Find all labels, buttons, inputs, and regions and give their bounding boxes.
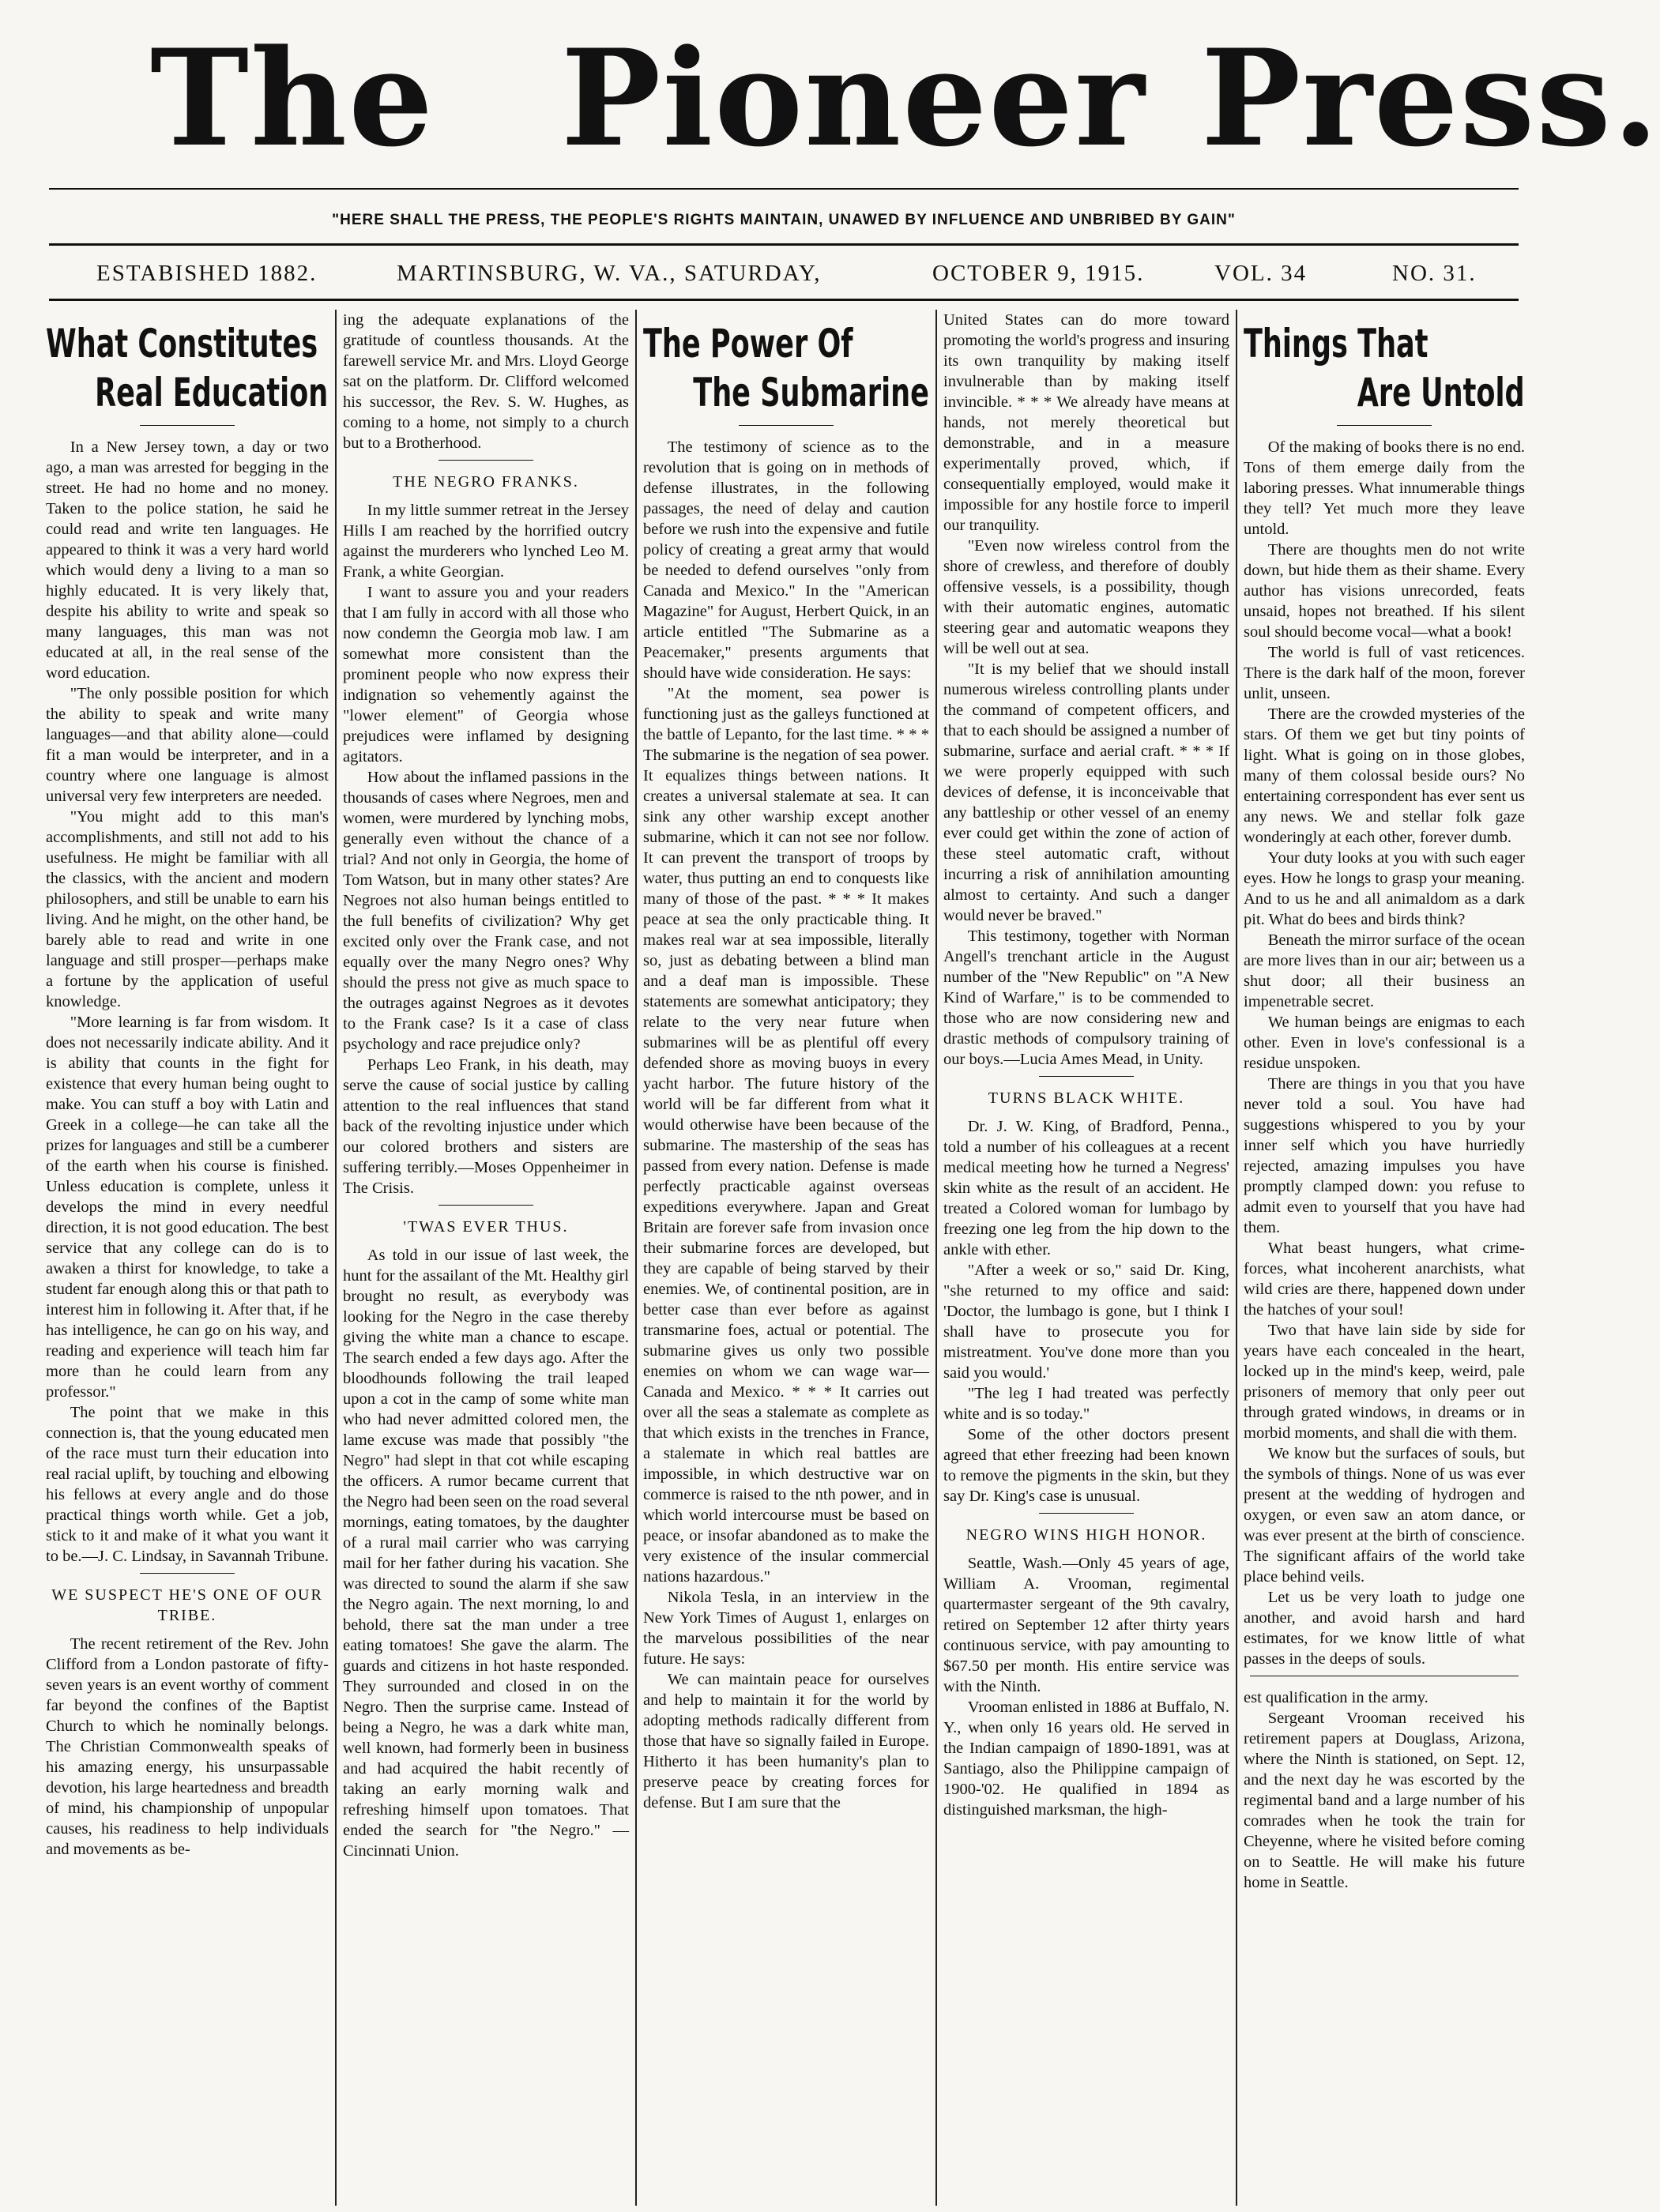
subheading: THE NEGRO FRANKS. <box>393 473 579 491</box>
divider <box>140 1573 235 1574</box>
divider <box>140 425 235 426</box>
paragraph: Vrooman enlisted in 1886 at Buffalo, N. Y., when only 16 years old. He served in the Indian campaign of 1890-1891, was at Santiago, also the Philippine campaign of 1900-'02. He qualified in 1894 as distinguished marksman, the high- <box>943 1698 1229 1819</box>
paragraph: "It is my belief that we should install numerous wireless controlling plants under the command of competent officers, and that to each should be assigned a number of submarine, surface and aerial craft. * * * If we were properly equipped with such devices of defense, it is inconceivable that any battleship or other vessel of an enemy ever could get within the zone of action of these steel automatic craft, without incurring a risk of annihilation amounting almost to certainty. And such a danger would never be braved." <box>943 660 1229 924</box>
place-and-day: MARTINSBURG, W. VA., SATURDAY, <box>397 261 822 286</box>
column-rule <box>1236 310 1237 2206</box>
subheading: NEGRO WINS HIGH HONOR. <box>966 1526 1207 1544</box>
divider <box>1039 1513 1134 1514</box>
paragraph: The point that we make in this connection is, that the young educated men of the race must turn their education into real racial uplift, by touching and elbowing his fellows at every angle and do those practical things worth while. Get a job, stick to it and make of it what you want it to be.—J. C. Lindsay, in Savannah Tribune. <box>46 1404 329 1565</box>
subheading: 'TWAS EVER THUS. <box>403 1218 569 1236</box>
paragraph: Some of the other doctors present agreed that ether freezing had been known to remove the pigments in the skin, but they say Dr. King's case is unusual. <box>943 1426 1229 1505</box>
paragraph: We can maintain peace for ourselves and help to maintain it for the world by adopting methods radically different from those that have so signally failed in Europe. Hitherto it has been humanity's plan to preserve peace by creating forces for defense. But I am sure that the <box>643 1671 929 1811</box>
paragraph: We know but the surfaces of souls, but the symbols of things. None of us was ever present at the wedding of hydrogen and oxygen, or even saw an atom dance, or was ever present at the birth of conscience. The significant affairs of the world take place behind veils. <box>1244 1445 1525 1586</box>
paragraph: In a New Jersey town, a day or two ago, a man was arrested for begging in the street. He had no home and no money. Taken to the police station, he said he could read and write ten languages. He appeared to think it was a very hard world which would deny a living to a man so highly educated. It is very likely that, despite his ability to write and speak so many languages, this man was not educated at all, in the real sense of the word education. <box>46 438 329 682</box>
paragraph: The recent retirement of the Rev. John Clifford from a London pastorate of fifty-seven years is an event worthy of comment far beyond the confines of the Baptist Church to which he nominally belongs. The Christian Commonwealth speaks of his amazing energy, his unsurpassable devotion, his large heartedness and breadth of mind, his championship of unpopular causes, his readiness to help individuals and movements as be- <box>46 1635 329 1858</box>
paragraph: est qualification in the army. <box>1244 1689 1429 1706</box>
column-2 <box>343 310 629 2206</box>
paragraph: Nikola Tesla, in an interview in the New York Times of August 1, enlarges on the marvelous possibilities of the near future. He says: <box>643 1589 929 1668</box>
paragraph: As told in our issue of last week, the hunt for the assailant of the Mt. Healthy girl brought no result, as everybody was looking for the Negro in the case thereby giving the white man a chance to escape. The search ended a few days ago. After the bloodhounds following the trail leaped upon a cot in the camp of some white man who had never admitted colored men, the lame excuse was made that possibly "the Negro" had slept in that cot while escaping the officers. A rumor became current that the Negro had been seen on the road several mornings, eating tomatoes, by the daughter of a rural mail carrier who was carrying mail for her father during his vacation. She was directed to sound the alarm if she saw the Negro again. The next morning, lo and behold, there sat the man under a tree eating tomatoes! She gave the alarm. The guards and citizens in hot haste responded. They surrounded and closed in on the Negro. Then the surprise came. Instead of being a Negro, he was a dark white man, well known, had formerly been in business and had acquired the habit recently of taking an early morning walk and refreshing himself upon tomatoes. That ended the search for "the Negro." —Cincinnati Union. <box>343 1247 630 1860</box>
divider <box>439 460 533 461</box>
divider <box>1039 1076 1134 1077</box>
column-rule <box>935 310 937 2206</box>
column-5 <box>1244 310 1525 2206</box>
paragraph: I want to assure you and your readers that I am fully in accord with all those who now condemn the Georgia mob law. I am somewhat more consistent than the prominent people who now express their indignation so vehemently against the "lower element" of Georgia whose prejudices were inflamed by designing agitators. <box>343 584 629 766</box>
paragraph: This testimony, together with Norman Angell's trenchant article in the August number of the "New Republic" on "A New Kind of Warfare," is to be commended to those who are now considering new and drastic methods of compulsory training of our boys.—Lucia Ames Mead, in Unity. <box>943 927 1229 1068</box>
paragraph: Two that have lain side by side for years have each concealed in the heart, locked up in the mind's keep, weird, pale prisoners of memory that only peer out through grated windows, in dreams or in morbid moments, and shall die with them. <box>1244 1322 1525 1442</box>
article-heading <box>643 319 929 417</box>
established-year: ESTABISHED 1882. <box>96 261 318 286</box>
heading-line-1: Things That <box>1244 321 1429 367</box>
title-word-press: Press. <box>1201 20 1660 176</box>
paragraph: Seattle, Wash.—Only 45 years of age, William A. Vrooman, regimental quartermaster sergeant of the 9th cavalry, retired on September 12 after thirty years continuous service, with pay amounting to $67.50 per month. His entire service was with the Ninth. <box>943 1555 1229 1695</box>
dateline-top-rule <box>49 243 1519 246</box>
column-1 <box>46 310 329 2206</box>
volume-number: VOL. 34 <box>1214 261 1308 286</box>
paragraph: There are the crowded mysteries of the stars. Of them we get but tiny points of light. What is going on in those globes, many of them colossal beside ours? No entertaining correspondent has ever sent us any news. We and stellar folk gaze wonderingly at each other, forever dumb. <box>1244 705 1525 846</box>
subheading: TURNS BLACK WHITE. <box>988 1089 1185 1107</box>
title-word-the: The <box>150 20 435 176</box>
title-word-pioneer: Pioneer <box>561 20 1146 176</box>
paragraph: Beneath the mirror surface of the ocean are more lives than in our air; between us a shut door; all their business an impenetrable secret. <box>1244 931 1525 1010</box>
paragraph: Your duty looks at you with such eager eyes. How he longs to grasp your meaning. And to us he and all animaldom as a dark pit. What do bees and birds think? <box>1244 849 1525 928</box>
paragraph: ing the adequate explanations of the gratitude of countless thousands. At the farewell service Mr. and Mrs. Lloyd George sat on the platform. Dr. Clifford welcomed his successor, the Rev. S. W. Hughes, as coming to a home, not simply to a church but to a Brotherhood. <box>343 311 629 452</box>
paragraph: Dr. J. W. King, of Bradford, Penna., told a number of his colleagues at a recent medical meeting how he turned a Negress' skin white as the result of an accident. He treated a Colored woman for lumbago by freezing one leg from the hip down to the ankle with ether. <box>943 1118 1229 1258</box>
paragraph: "More learning is far from wisdom. It does not necessarily indicate ability. And it is ability that counts in the fight for existence that every human being ought to make. You can stuff a boy with Latin and Greek in a college—he can take all the prizes for languages and still be a cumberer of the earth when his course is finished. Unless education is complete, unless it develops the mind in every needful direction, it is not good education. The best service that any college can do is to awaken a thirst for knowledge, to take a student far enough along this or that path to interest him in following it. After that, if he has intelligence, he can go on his way, and reading and experience will teach him far more than he could learn from any professor." <box>46 1014 329 1401</box>
heading-line-1: The Power Of <box>643 321 853 367</box>
issue-date: OCTOBER 9, 1915. <box>932 261 1145 286</box>
paragraph: Perhaps Leo Frank, in his death, may serve the cause of social justice by calling attention to the real influences that stand back of the revolting injustice under which our colored brothers and sisters are suffering terribly.—Moses Oppenheimer in The Crisis. <box>343 1056 629 1197</box>
paragraph: "Even now wireless control from the shore of crewless, and therefore of doubly offensive vessels, is a possibility, though with their automatic engines, automatic steering gear and automatic weapons they will be well out at sea. <box>943 537 1229 657</box>
column-rule <box>335 310 337 2206</box>
paragraph: There are thoughts men do not write down, but hide them as their shame. Every author has visions unrecorded, feats unsaid, hopes not breathed. If his silent soul should become vocal—what a book! <box>1244 541 1525 641</box>
subheading: WE SUSPECT HE'S ONE OF OUR TRIBE. <box>51 1586 323 1624</box>
issue-number: NO. 31. <box>1392 261 1477 286</box>
article-heading <box>46 319 329 417</box>
paragraph: There are things in you that you have never told a soul. You have had suggestions whispered to you by your inner self which you have hurriedly rejected, amazing impulses you have promptly clamped down: you refuse to admit even to yourself that you have had them. <box>1244 1075 1525 1236</box>
paragraph: How about the inflamed passions in the thousands of cases where Negroes, men and women, were murdered by lynching mobs, generally even without the chance of a trial? And not only in Georgia, the home of Tom Watson, but in many other states? Are Negroes not also human beings entitled to the full benefits of civilization? Why get excited only over the Frank case, and not equally over the many Negro ones? Why should the press not give as much space to the outrages against Negroes as it devotes to the Frank case? Is it a case of class psychology and race prejudice only? <box>343 769 629 1053</box>
paragraph: Sergeant Vrooman received his retirement papers at Douglass, Arizona, where the Ninth is stationed, on Sept. 12, and the next day he was escorted by the regimental band and a large number of his comrades when he took the train for Cheyenne, where he visited before coming on to Seattle. He will make his future home in Seattle. <box>1244 1710 1525 1891</box>
column-4 <box>943 310 1229 2206</box>
heading-line-2: Real Education <box>95 370 329 416</box>
article-heading <box>1244 319 1525 417</box>
divider <box>739 425 834 426</box>
heading-line-2: Are Untold <box>1357 370 1525 416</box>
paragraph: We human beings are enigmas to each other. Even in love's confessional is a residue unspoken. <box>1244 1014 1525 1072</box>
paragraph: "The only possible position for which the ability to speak and write many languages—and that ability alone—could fit a man would be interpreter, and in a country where one language is almost universal very few interpreters are needed. <box>46 685 329 805</box>
dateline <box>49 253 1519 295</box>
paragraph: What beast hungers, what crime-forces, what incoherent anarchists, what wild cries are there, happened down under the hatches of your soul! <box>1244 1240 1525 1319</box>
paragraph: The testimony of science as to the revolution that is going on in methods of defense illustrates, in the following passages, the need of delay and caution before we rush into the expensive and futile policy of creating a great army that would be needed to defend ourselves "only from Canada and Mexico." In the "American Magazine" for August, Herbert Quick, in an article entitled "The Submarine as a Peacemaker," presents arguments that should have wide consideration. He says: <box>643 438 929 682</box>
paragraph: Of the making of books there is no end. Tons of them emerge daily from the laboring presses. What innumerable things they tell? Yet much more they leave untold. <box>1244 438 1525 538</box>
heading-line-1: What Constitutes <box>46 321 318 367</box>
paragraph: United States can do more toward promoting the world's progress and insuring its own tranquility by making itself invulnerable than by making itself invincible. * * * We already have means at hands, not merely theoretical but demonstrable, and in a measure experimentally proved, which, if consequentially employed, would make it impossible for any hostile force to imperil our tranquility. <box>943 311 1229 534</box>
masthead-rule <box>49 188 1519 190</box>
paragraph: "You might add to this man's accomplishments, and still not add to his usefulness. He might be familiar with all the classics, with the ancient and modern philosophers, and still be unable to earn his living. And he might, on the other hand, be barely able to read and write in one language and still prosper—perhaps make a fortune by the application of useful knowledge. <box>46 808 329 1010</box>
paragraph: "After a week or so," said Dr. King, "she returned to my office and said: 'Doctor, the lumbago is gone, but I think I shall have to prosecute you for mistreatment. You've done more than you said you would.' <box>943 1262 1229 1382</box>
masthead <box>0 16 1660 198</box>
column-rule <box>635 310 637 2206</box>
motto: "HERE SHALL THE PRESS, THE PEOPLE'S RIGHTS MAINTAIN, UNAWED BY INFLUENCE AND UNBRIBED BY GAIN" <box>332 212 1236 228</box>
divider <box>439 1205 533 1206</box>
column-3 <box>643 310 929 2206</box>
paragraph: The world is full of vast reticences. There is the dark half of the moon, forever unlit, unseen. <box>1244 644 1525 702</box>
heading-line-2: The Submarine <box>693 370 929 416</box>
paragraph: "At the moment, sea power is functioning just as the galleys functioned at the battle of Lepanto, for the last time. * * * The submarine is the negation of sea power. It equalizes things between nations. It creates a universal stalemate at sea. It can sink any other warship except another submarine, which it can not see nor follow. It can prevent the transport of troops by water, thus putting an end to conquests like many of those of the past. * * * It makes peace at sea the only practicable thing. It makes real war at sea impossible, literally so, just as debating between a blind man and a deaf man is impossible. These statements are somewhat anticipatory; they relate to the very near future when submarines will be as plentiful off every defended shore as moving buoys in every yacht harbor. The future history of the world will be far different from what it would otherwise have been because of the submarine. The mastership of the seas has passed from every nation. Defense is made perfectly practicable against overseas expeditions everywhere. Japan and Great Britain are forever safe from invasion once their submarine forces are developed, but they are capable of being starved by their enemies. We, of continental position, are in better case than ever before as against transmarine foes, actual or potential. The submarine gives us only two possible enemies on whom we can wage war—Canada and Mexico. * * * It carries out over all the seas a stalemate as complete as that which exists in the trenches in France, a stalemate in which real battles are impossible, in which destructive war on commerce is raised to the nth power, and in which world intercourse must be based on peace, or insofar abandoned as to make the very existence of the insular commercial nations hazardous." <box>643 685 929 1586</box>
paragraph: In my little summer retreat in the Jersey Hills I am reached by the horrified outcry against the murderers who lynched Leo M. Frank, a white Georgian. <box>343 502 629 581</box>
divider <box>1337 425 1432 426</box>
paragraph: "The leg I had treated was perfectly white and is so today." <box>943 1385 1229 1423</box>
paragraph: Let us be very loath to judge one another, and avoid harsh and hard estimates, for we know little of what passes in the deeps of souls. <box>1244 1589 1525 1668</box>
dateline-bottom-rule <box>49 299 1519 301</box>
